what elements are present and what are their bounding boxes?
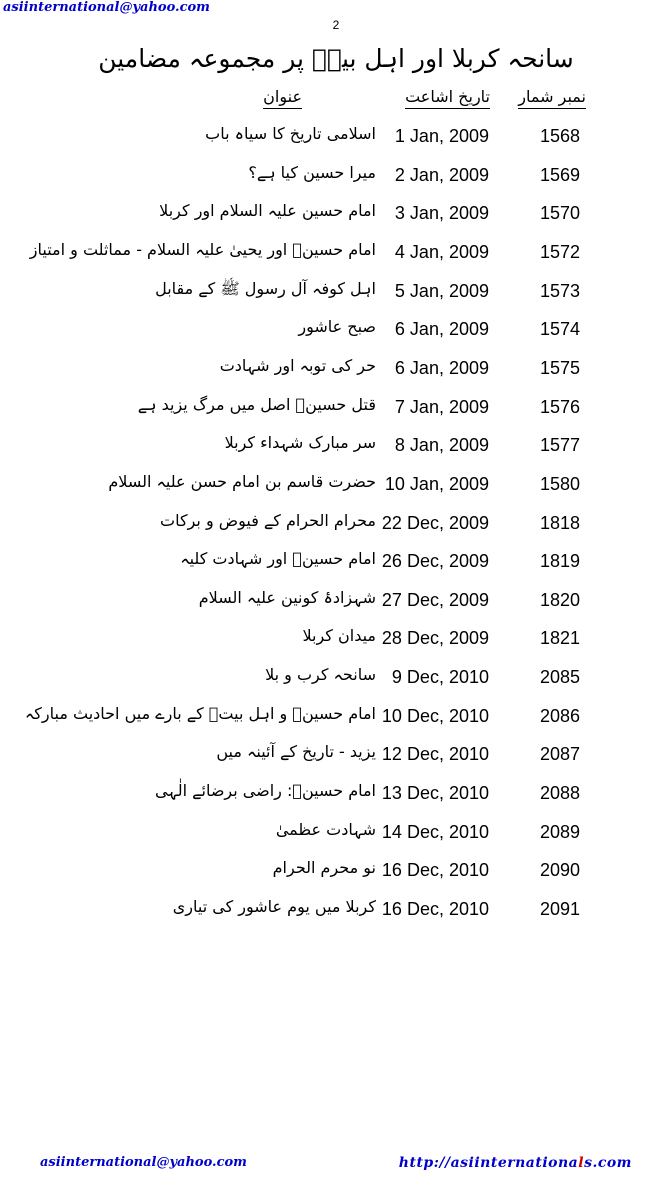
row-title: میرا حسین کیا ہے؟	[248, 162, 376, 182]
table-row	[0, 240, 672, 274]
row-date: 28 Dec, 2009	[381, 628, 489, 649]
row-title: اسلامی تاریخ کا سیاہ باب	[205, 124, 376, 143]
row-title: اہل کوفہ آل رسول ﷺ کے مقابل	[155, 278, 376, 298]
row-title: نو محرم الحرام	[272, 858, 376, 878]
table-row	[0, 163, 672, 197]
row-title: شہزادۂ کونین علیہ السلام	[198, 587, 376, 607]
row-number: 2090	[540, 860, 581, 881]
row-number: 1576	[540, 396, 581, 417]
table-row	[0, 588, 672, 622]
row-date: 16 Dec, 2010	[381, 860, 489, 881]
table-row	[0, 626, 672, 660]
row-number: 1821	[540, 628, 581, 649]
footer-website-link[interactable]	[399, 1155, 632, 1171]
row-number: 1569	[540, 164, 581, 185]
row-date: 26 Dec, 2009	[381, 551, 489, 572]
row-number: 1820	[540, 589, 581, 610]
row-date: 13 Dec, 2010	[381, 783, 489, 804]
row-number: 1574	[540, 319, 581, 340]
row-number: 1818	[540, 512, 581, 533]
column-header-number: نمبر شمار	[518, 87, 586, 109]
row-date: 5 Jan, 2009	[394, 280, 489, 301]
table-row	[0, 820, 672, 854]
table-row	[0, 201, 672, 235]
footer-email[interactable]: asiinternational@yahoo.com	[40, 1155, 247, 1170]
table-row	[0, 781, 672, 815]
table-row	[0, 279, 672, 313]
row-number: 2085	[540, 667, 581, 688]
table-row	[0, 858, 672, 892]
row-title: سانحہ کرب و بلا	[265, 665, 376, 685]
row-title: حر کی توبہ اور شہادت	[219, 355, 376, 375]
row-number: 1577	[540, 435, 581, 456]
row-date: 6 Jan, 2009	[394, 357, 489, 378]
row-number: 1572	[540, 241, 581, 262]
row-date: 14 Dec, 2010	[381, 821, 489, 842]
table-row	[0, 395, 672, 429]
row-title: امام حسینؑ: راضی برضائے الٰہی	[155, 781, 376, 801]
footer-url-prefix: http://asiinternationa	[398, 1155, 579, 1171]
row-title: سر مبارک شہداء کربلا	[224, 433, 376, 453]
row-title: امام حسینؑ اور یحییٰ علیہ السلام - مماثلت و امتیاز	[29, 239, 376, 259]
table-row	[0, 511, 672, 545]
row-date: 8 Jan, 2009	[394, 435, 489, 456]
row-title: صبح عاشور	[298, 317, 376, 337]
table-row	[0, 897, 672, 931]
row-title: کربلا میں یوم عاشور کی تیاری	[172, 897, 376, 916]
row-date: 3 Jan, 2009	[394, 203, 489, 224]
row-title: محرام الحرام کے فیوض و برکات	[160, 510, 376, 530]
table-row	[0, 356, 672, 390]
row-title: میدان کربلا	[302, 626, 376, 646]
row-number: 1580	[540, 473, 581, 494]
row-date: 22 Dec, 2009	[381, 512, 489, 533]
row-title: شہادت عظمیٰ	[275, 819, 376, 839]
row-number: 2091	[540, 899, 581, 919]
row-number: 1819	[540, 551, 581, 572]
row-date: 4 Jan, 2009	[394, 241, 489, 262]
row-number: 2087	[540, 744, 581, 765]
row-date: 10 Dec, 2010	[381, 705, 489, 726]
row-number: 1568	[540, 126, 581, 146]
row-title: حضرت قاسم بن امام حسن علیہ السلام	[108, 471, 376, 491]
row-number: 2086	[540, 705, 581, 726]
column-header-date: تاریخ اشاعت	[405, 87, 490, 109]
footer-url-highlight: l	[578, 1155, 585, 1171]
row-title: امام حسین علیہ السلام اور کربلا	[159, 201, 376, 221]
table-row	[0, 549, 672, 583]
row-title: قتل حسینؑ اصل میں مرگ یزید ہے	[137, 394, 376, 414]
table-row	[0, 317, 672, 351]
row-number: 1575	[540, 357, 581, 378]
row-title: امام حسینؑ و اہل بیتؑ کے بارے میں احادیث مبارکہ	[24, 703, 376, 723]
table-row	[0, 665, 672, 699]
table-row	[0, 433, 672, 467]
table-row	[0, 742, 672, 776]
row-date: 9 Dec, 2010	[391, 667, 489, 688]
row-title: امام حسینؑ اور شہادت کلیہ	[180, 549, 376, 569]
column-header-title: عنوان	[263, 87, 302, 109]
row-date: 27 Dec, 2009	[381, 589, 489, 610]
row-number: 1570	[540, 203, 581, 224]
row-date: 6 Jan, 2009	[394, 319, 489, 340]
table-row	[0, 472, 672, 506]
row-date: 10 Jan, 2009	[384, 473, 489, 494]
row-date: 7 Jan, 2009	[394, 396, 489, 417]
row-date: 16 Dec, 2010	[381, 899, 489, 919]
table-row	[0, 124, 672, 158]
table-row	[0, 704, 672, 738]
row-date: 12 Dec, 2010	[381, 744, 489, 765]
page-number: 2	[332, 18, 340, 32]
row-date: 2 Jan, 2009	[394, 164, 489, 185]
page-title: سانحہ کربلا اور اہل بیتؑ پر مجموعہ مضامین	[98, 44, 574, 73]
row-number: 1573	[540, 280, 581, 301]
row-number: 2089	[540, 821, 581, 842]
row-title: یزید - تاریخ کے آئینہ میں	[216, 742, 376, 762]
footer-url-suffix: s.com	[584, 1155, 632, 1171]
row-date: 1 Jan, 2009	[394, 126, 489, 146]
row-number: 2088	[540, 783, 581, 804]
header-email[interactable]: asiinternational@yahoo.com	[3, 0, 210, 15]
